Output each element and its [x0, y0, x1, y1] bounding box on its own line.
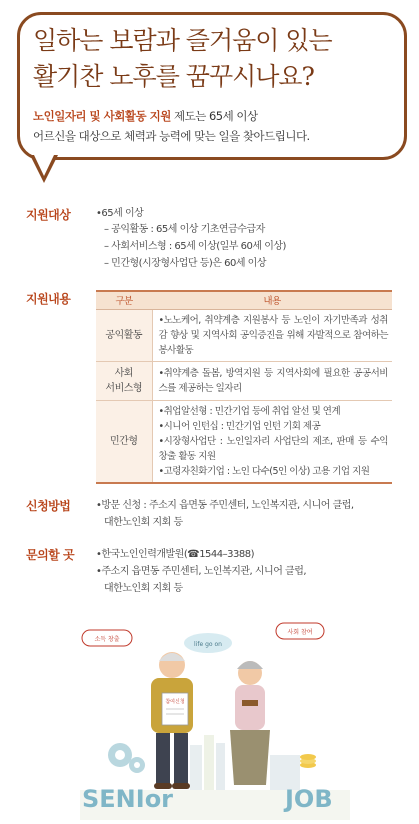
- table-header-category: 구분: [96, 291, 152, 309]
- intro-highlight: 노인일자리 및 사회활동 지원: [33, 109, 171, 123]
- senior-job-illustration: [80, 615, 350, 820]
- support-table: [96, 290, 392, 484]
- table-header-content: 내용: [152, 291, 392, 309]
- support-label: 지원내용: [26, 292, 71, 306]
- table-row: [96, 361, 392, 400]
- apply-line-2: 대한노인회 지회 등: [104, 517, 183, 528]
- intro-text: [33, 106, 393, 146]
- eligibility-line-3: – 사회서비스형 : 65세 이상(일부 60세 이상): [104, 241, 286, 252]
- contact-line-2: •주소지 읍면동 주민센터, 노인복지관, 시니어 클럽,: [96, 566, 307, 577]
- table-cell-category: 사회 서비스형: [96, 361, 152, 400]
- eligibility-label: 지원대상: [26, 208, 71, 222]
- sign-center-text: life go on: [194, 641, 222, 648]
- eligibility-line-1: •65세 이상: [96, 208, 144, 219]
- apply-line-1: •방문 신청 : 주소지 읍면동 주민센터, 노인복지관, 시니어 클럽,: [96, 500, 354, 511]
- eligibility-line-4: – 민간형(시장형사업단 등)은 60세 이상: [104, 258, 266, 269]
- sign-income-text: 소득 창출: [94, 636, 120, 643]
- table-row: [96, 309, 392, 361]
- headline-line-2: 활기찬 노후를 꿈꾸시나요?: [33, 62, 314, 91]
- page-title: [33, 23, 393, 95]
- table-cell-category: 민간형: [96, 400, 152, 483]
- word-senior: SENIor: [82, 785, 174, 813]
- table-row: [96, 400, 392, 483]
- contact-line-1: •한국노인인력개발원(☎1544–3388): [96, 549, 254, 560]
- table-cell-category: 공익활동: [96, 309, 152, 361]
- contact-line-3: 대한노인회 지회 등: [104, 583, 183, 594]
- table-header-row: [96, 291, 392, 309]
- word-job: JOB: [285, 785, 333, 813]
- intro-line-2: 어르신을 대상으로 체력과 능력에 맞는 일을 찾아드립니다.: [33, 129, 310, 143]
- headline-line-1: 일하는 보람과 즐거움이 있는: [33, 26, 332, 55]
- table-cell-content: •취약계층 돌봄, 방역지원 등 지역사회에 필요한 공공서비스를 제공하는 일자리: [152, 361, 392, 400]
- table-cell-content: •취업알선형 : 민간기업 등에 취업 알선 및 연계 •시니어 인턴십 : 민간기업 인턴 기회 제공 •시장형사업단 : 노인일자리 사업단의 제조, 판매 등 수익 창출 활동 지원 •고령자친화기업 : 노인 다수(5인 이상) 고용 기업 지원: [152, 400, 392, 483]
- intro-rest: 제도는 65세 이상: [170, 109, 258, 123]
- cake-icon: [242, 700, 258, 706]
- paper-text: 참여신청: [165, 699, 185, 705]
- apply-label: 신청방법: [26, 499, 71, 513]
- sign-social-text: 사회 참여: [287, 629, 313, 636]
- table-cell-content: •노노케어, 취약계층 지원봉사 등 노인이 자기만족과 성취감 향상 및 지역사회 공익증진을 위해 자발적으로 참여하는 봉사활동: [152, 309, 392, 361]
- contact-label: 문의할 곳: [26, 548, 75, 562]
- woman-body: [235, 685, 265, 730]
- building-shape: [190, 745, 202, 790]
- eligibility-line-2: – 공익활동 : 65세 이상 기초연금수급자: [104, 224, 265, 235]
